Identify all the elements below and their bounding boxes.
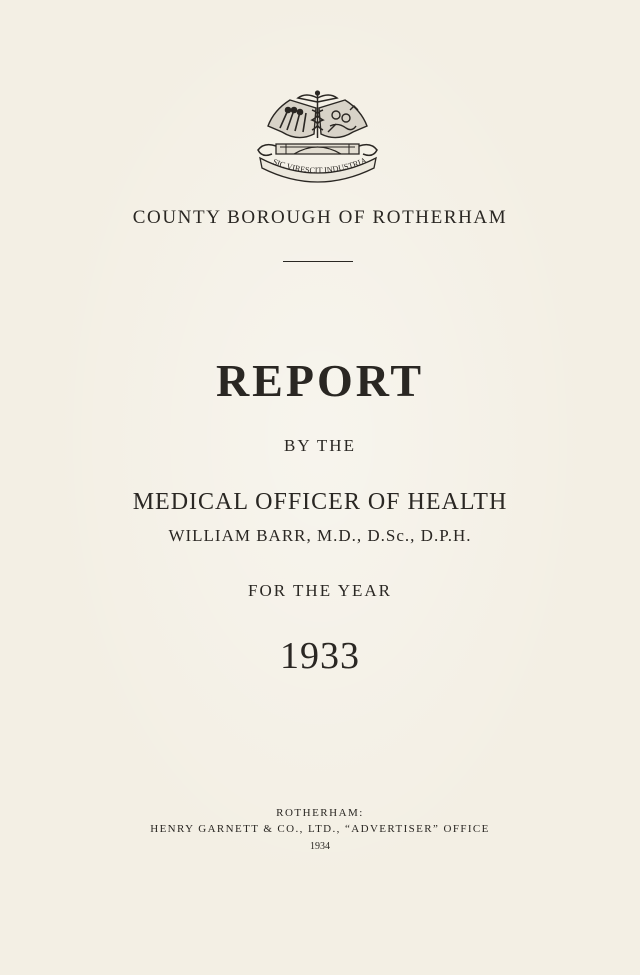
for-the-year-text: FOR THE YEAR [248, 581, 392, 600]
report-title: REPORT [215, 355, 425, 406]
divider-rule [283, 261, 353, 262]
imprint-year: 1934 [310, 841, 330, 852]
rotherham-crest-icon [250, 88, 385, 188]
crest-motto: SIC VIRESCIT INDUSTRIA [271, 155, 368, 176]
officer-title: MEDICAL OFFICER OF HEALTH [132, 489, 508, 515]
by-the-text: BY THE [284, 436, 356, 455]
officer-name: WILLIAM BARR, M.D., D.Sc., D.P.H. [168, 526, 472, 545]
imprint-place: ROTHERHAM: [276, 807, 364, 819]
imprint-printer: HENRY GARNETT & CO., LTD., “ADVERTISER” OFFICE [150, 823, 490, 835]
report-year: 1933 [280, 635, 360, 677]
authority-name: COUNTY BOROUGH OF ROTHERHAM [132, 207, 508, 228]
